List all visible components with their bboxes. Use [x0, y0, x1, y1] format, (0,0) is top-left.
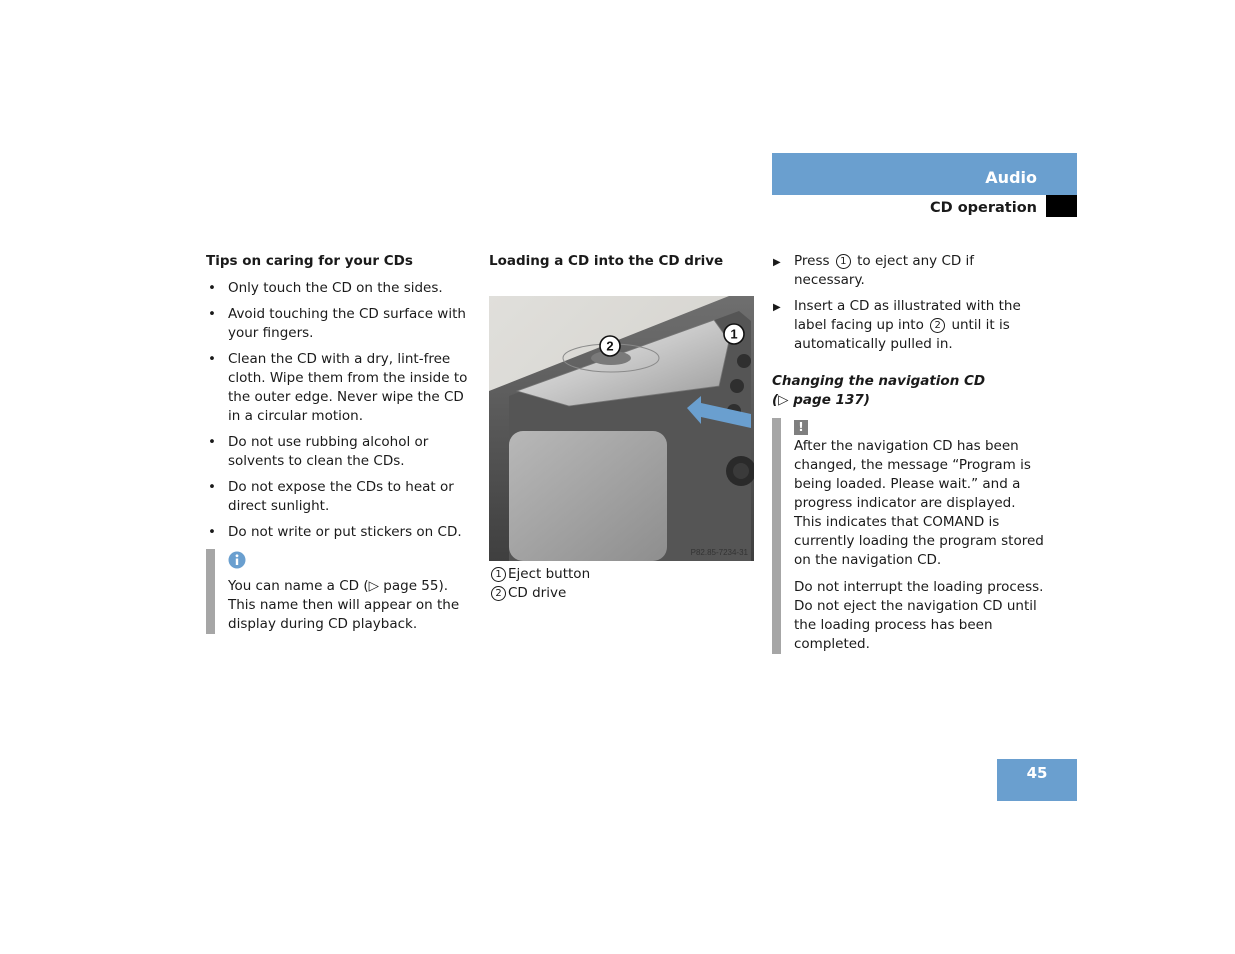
step-text: Press — [794, 253, 830, 269]
legend-text: CD drive — [508, 585, 567, 601]
callout-1-label: 1 — [730, 326, 738, 342]
list-item: • Clean the CD with a dry, lint-free cloth. Wipe them from the inside to the outer edge. Never wipe the CD in a circular motion. — [206, 350, 478, 426]
step-item — [772, 297, 1044, 354]
section-header-bar — [772, 153, 1077, 195]
step-list — [772, 252, 1044, 354]
legend-number: 1 — [491, 567, 506, 582]
loading-cd-column — [489, 252, 755, 603]
list-item: • Do not expose the CDs to heat or direct sunlight. — [206, 478, 478, 516]
header-marker-block — [1046, 195, 1077, 217]
step-text: until it is automatically pulled in. — [794, 317, 1010, 352]
instructions-column — [772, 252, 1044, 654]
warning-note — [772, 418, 1044, 654]
cd-care-list — [206, 279, 478, 542]
legend-text: Eject button — [508, 566, 591, 582]
note-bar — [206, 549, 215, 634]
list-item: • Do not use rubbing alcohol or solvents to clean the CDs. — [206, 433, 478, 471]
warning-icon: ! — [794, 420, 808, 435]
nav-cd-heading — [772, 372, 1044, 410]
step-number: 2 — [930, 318, 945, 333]
list-item: • Do not write or put stickers on CD. — [206, 523, 478, 542]
cd-drive-illustration — [489, 296, 754, 561]
step-text: to eject any CD if necessary. — [794, 253, 975, 288]
page-number-box — [997, 759, 1077, 801]
callout-2-label: 2 — [606, 338, 614, 354]
legend-item — [489, 565, 755, 584]
figure-legend — [489, 565, 755, 603]
figure-code: P82.85-7234-31 — [690, 548, 748, 557]
section-title: Audio — [985, 168, 1037, 187]
note-bar — [772, 418, 781, 654]
legend-number: 2 — [491, 586, 506, 601]
nav-cd-page-ref[interactable]: (▷ page 137) — [772, 392, 870, 408]
page-number: 45 — [1026, 764, 1048, 782]
cd-care-column — [206, 252, 478, 634]
step-text: Insert a CD as illustrated with the label facing up into — [794, 298, 1021, 333]
warning-text: After the navigation CD has been changed, the message “Program is being loaded. Please wait.” and a progress indicator are displayed. This indicates that COMAND is currently loading the program stored on the navigation CD. — [794, 438, 1044, 568]
info-icon — [228, 551, 246, 569]
warning-text: Do not interrupt the loading process. Do not eject the navigation CD until the loading process has been completed. — [794, 579, 1044, 652]
loading-cd-heading: Loading a CD into the CD drive — [489, 253, 724, 269]
step-arrow-icon: ▶ — [773, 302, 781, 313]
info-text: You can name a CD (▷ page 55). This name then will appear on the display during CD playback. — [228, 578, 460, 632]
subsection-title: CD operation — [929, 200, 1037, 216]
step-item — [772, 252, 1044, 290]
info-note — [206, 549, 478, 634]
step-arrow-icon: ▶ — [773, 257, 781, 268]
step-number: 1 — [836, 254, 851, 269]
cd-care-heading: Tips on caring for your CDs — [206, 253, 413, 269]
legend-item — [489, 584, 755, 603]
nav-cd-title: Changing the navigation CD — [772, 373, 986, 389]
list-item: • Only touch the CD on the sides. — [206, 279, 478, 298]
list-item: • Avoid touching the CD surface with your fingers. — [206, 305, 478, 343]
